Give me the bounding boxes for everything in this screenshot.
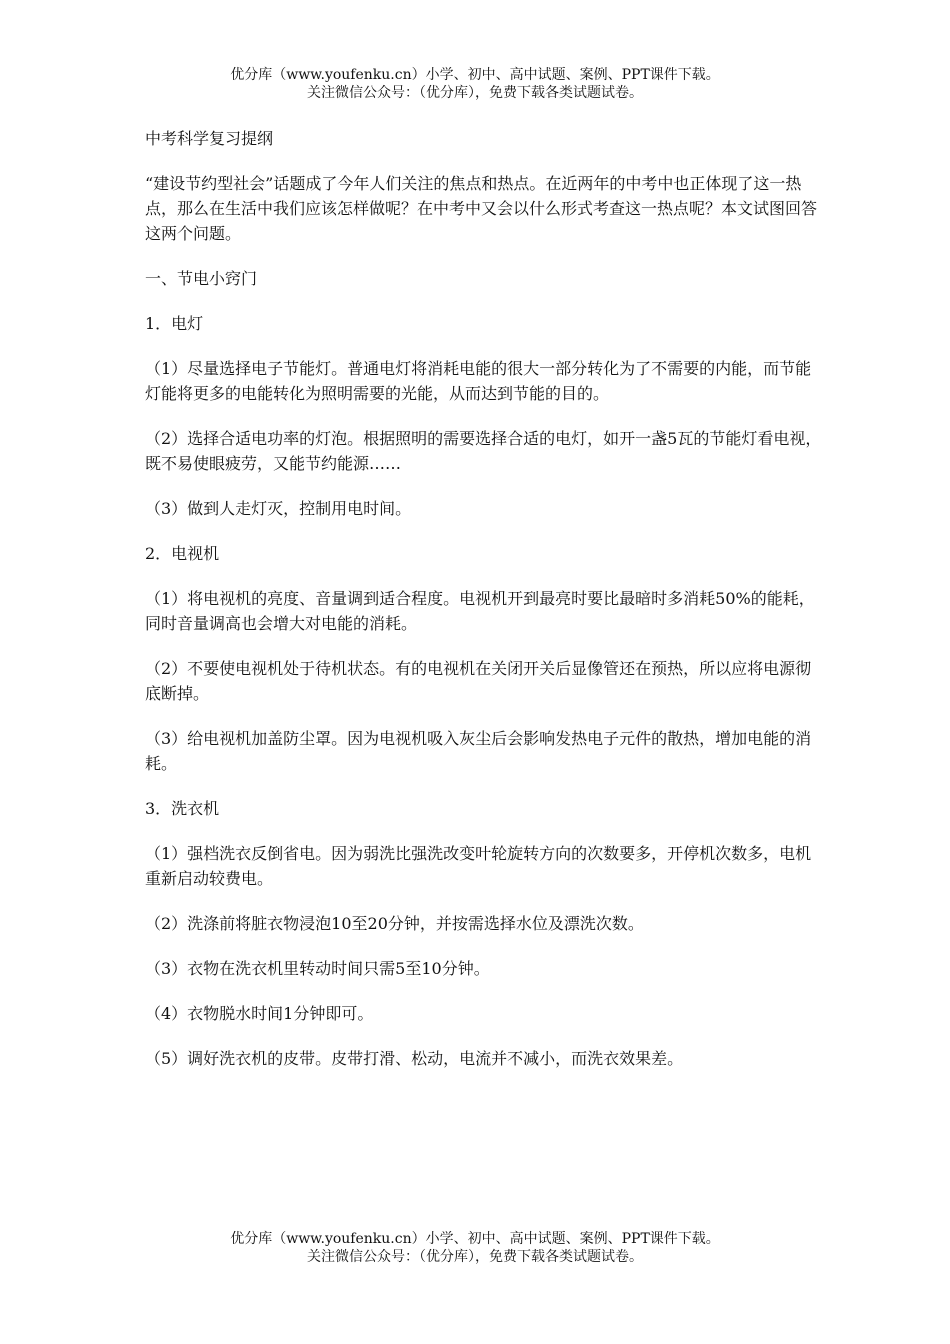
page-header	[0, 66, 950, 102]
subsection-heading-tv: 2．电视机	[145, 544, 220, 563]
header-line-1: 优分库（www.youfenku.cn）小学、初中、高中试题、案例、PPT课件下载。	[230, 67, 720, 83]
list-item: （3）做到人走灯灭，控制用电时间。	[145, 499, 412, 518]
list-item: （1）尽量选择电子节能灯。普通电灯将消耗电能的很大一部分转化为了不需要的内能，而节能灯能将更多的电能转化为照明需要的光能，从而达到节能的目的。	[145, 359, 812, 403]
list-item: （3）衣物在洗衣机里转动时间只需5至10分钟。	[145, 959, 490, 978]
list-item: （3）给电视机加盖防尘罩。因为电视机吸入灰尘后会影响发热电子元件的散热，增加电能的消耗。	[145, 729, 812, 773]
intro-paragraph: “建设节约型社会”话题成了今年人们关注的焦点和热点。在近两年的中考中也正体现了这一热点，那么在生活中我们应该怎样做呢？在中考中又会以什么形式考查这一热点呢？本文试图回答这两个问题。	[145, 174, 818, 243]
list-item: （2）洗涤前将脏衣物浸泡10至20分钟，并按需选择水位及漂洗次数。	[145, 914, 644, 933]
list-item: （1）将电视机的亮度、音量调到适合程度。电视机开到最亮时要比最暗时多消耗50%的能耗，同时音量调高也会增大对电能的消耗。	[145, 589, 815, 633]
document-body	[145, 126, 825, 1091]
section-heading: 一、节电小窍门	[145, 269, 258, 288]
list-item: （5）调好洗衣机的皮带。皮带打滑、松动，电流并不减小，而洗衣效果差。	[145, 1049, 684, 1068]
list-item: （4）衣物脱水时间1分钟即可。	[145, 1004, 374, 1023]
page-footer	[0, 1230, 950, 1266]
list-item: （2）选择合适电功率的灯泡。根据照明的需要选择合适的电灯，如开一盏5瓦的节能灯看电视，既不易使眼疲劳，又能节约能源……	[145, 429, 822, 473]
document-title: 中考科学复习提纲	[145, 129, 274, 148]
list-item: （1）强档洗衣反倒省电。因为弱洗比强洗改变叶轮旋转方向的次数要多，开停机次数多，电机重新启动较费电。	[145, 844, 812, 888]
footer-line-1: 优分库（www.youfenku.cn）小学、初中、高中试题、案例、PPT课件下载。	[230, 1231, 720, 1247]
list-item: （2）不要使电视机处于待机状态。有的电视机在关闭开关后显像管还在预热，所以应将电源彻底断掉。	[145, 659, 812, 703]
header-line-2: 关注微信公众号：（优分库），免费下载各类试题试卷。	[307, 85, 643, 101]
subsection-heading-lamp: 1．电灯	[145, 314, 204, 333]
footer-line-2: 关注微信公众号：（优分库），免费下载各类试题试卷。	[307, 1249, 643, 1265]
subsection-heading-washer: 3．洗衣机	[145, 799, 220, 818]
